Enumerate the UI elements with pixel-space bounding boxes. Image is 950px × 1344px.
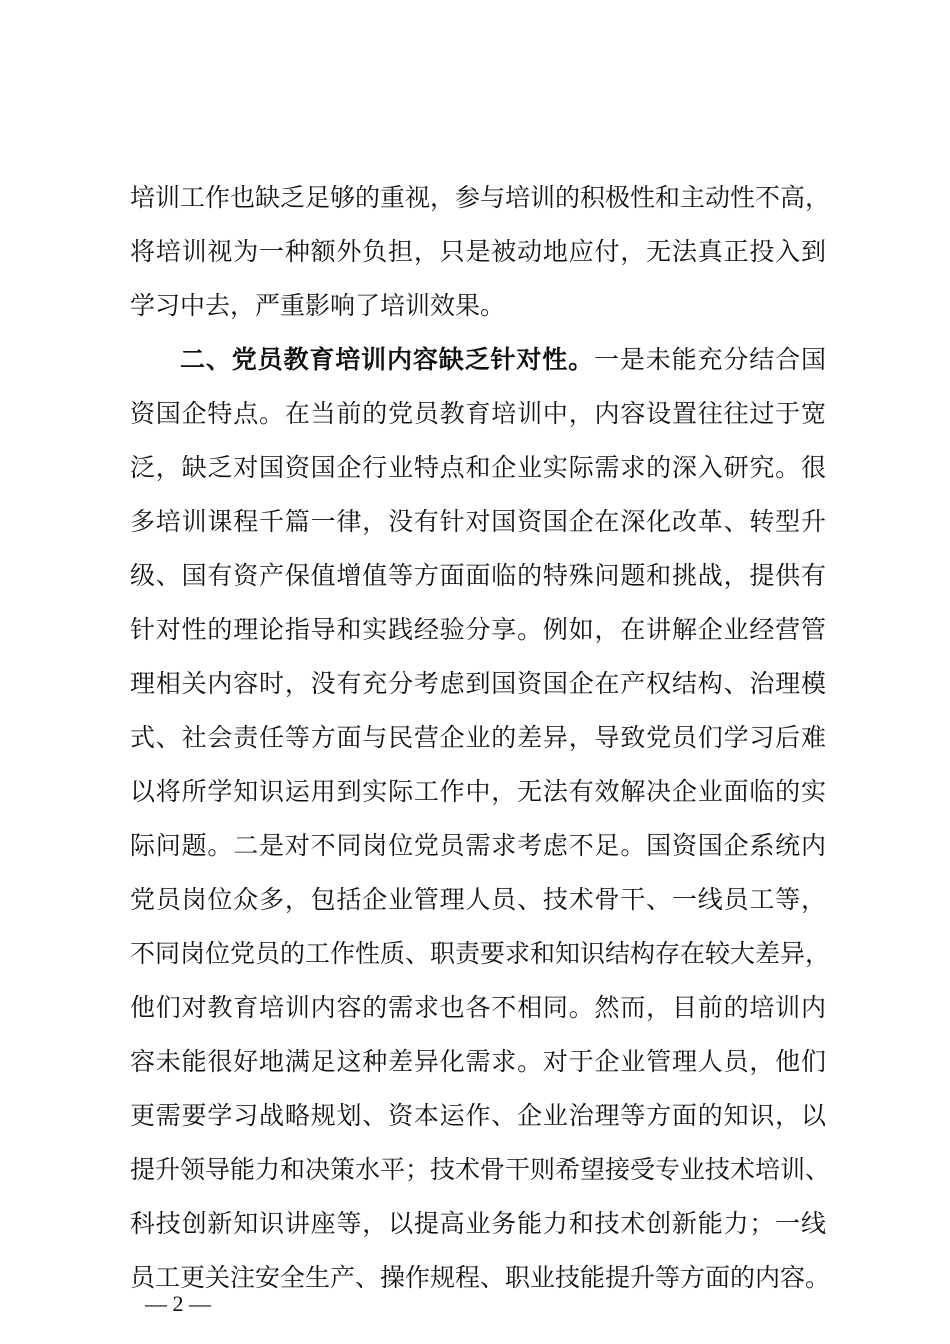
body-text-line: 培训工作也缺乏足够的重视，参与培训的积极性和主动性不高，: [130, 183, 831, 212]
paragraph-heading-line: [180, 338, 826, 382]
body-text-line: 员工更关注安全生产、操作规程、职业技能提升等方面的内容。: [130, 1263, 831, 1292]
body-text-line: 将培训视为一种额外负担，只是被动地应付，无法真正投入到: [130, 237, 826, 266]
body-text-line: 他们对教育培训内容的需求也各不相同。然而，目前的培训内: [130, 993, 826, 1022]
body-text-line: 际问题。二是对不同岗位党员需求考虑不足。国资国企系统内: [130, 831, 826, 860]
body-text-line: 式、社会责任等方面与民营企业的差异，导致党员们学习后难: [130, 723, 826, 752]
body-text-line: 学习中去，严重影响了培训效果。: [130, 291, 506, 320]
body-text-line: 不同岗位党员的工作性质、职责要求和知识结构存在较大差异，: [130, 939, 831, 968]
body-text-line: 以将所学知识运用到实际工作中，无法有效解决企业面临的实: [130, 777, 826, 806]
body-text-line: 针对性的理论指导和实践经验分享。例如，在讲解企业经营管: [130, 615, 826, 644]
body-text-line: 更需要学习战略规划、资本运作、企业治理等方面的知识，以: [130, 1101, 826, 1130]
body-text-line: 级、国有资产保值增值等方面面临的特殊问题和挑战，提供有: [130, 561, 826, 590]
body-text-line: 理相关内容时，没有充分考虑到国资国企在产权结构、治理模: [130, 669, 826, 698]
body-text-fragment: 一是未能充分结合国: [593, 345, 826, 374]
body-text-line: 提升领导能力和决策水平；技术骨干则希望接受专业技术培训、: [130, 1155, 831, 1184]
body-text-line: 泛，缺乏对国资国企行业特点和企业实际需求的深入研究。很: [130, 453, 826, 482]
body-text-line: 容未能很好地满足这种差异化需求。对于企业管理人员，他们: [130, 1047, 826, 1076]
body-text-line: 党员岗位众多，包括企业管理人员、技术骨干、一线员工等，: [130, 885, 826, 914]
section-heading: 二、党员教育培训内容缺乏针对性。: [180, 345, 594, 374]
body-text-line: 多培训课程千篇一律，没有针对国资国企在深化改革、转型升: [130, 507, 826, 536]
body-text-line: 资国企特点。在当前的党员教育培训中，内容设置往往过于宽: [130, 399, 826, 428]
body-text-line: 科技创新知识讲座等，以提高业务能力和技术创新能力；一线: [130, 1209, 826, 1238]
page-number: — 2 —: [145, 1291, 211, 1316]
